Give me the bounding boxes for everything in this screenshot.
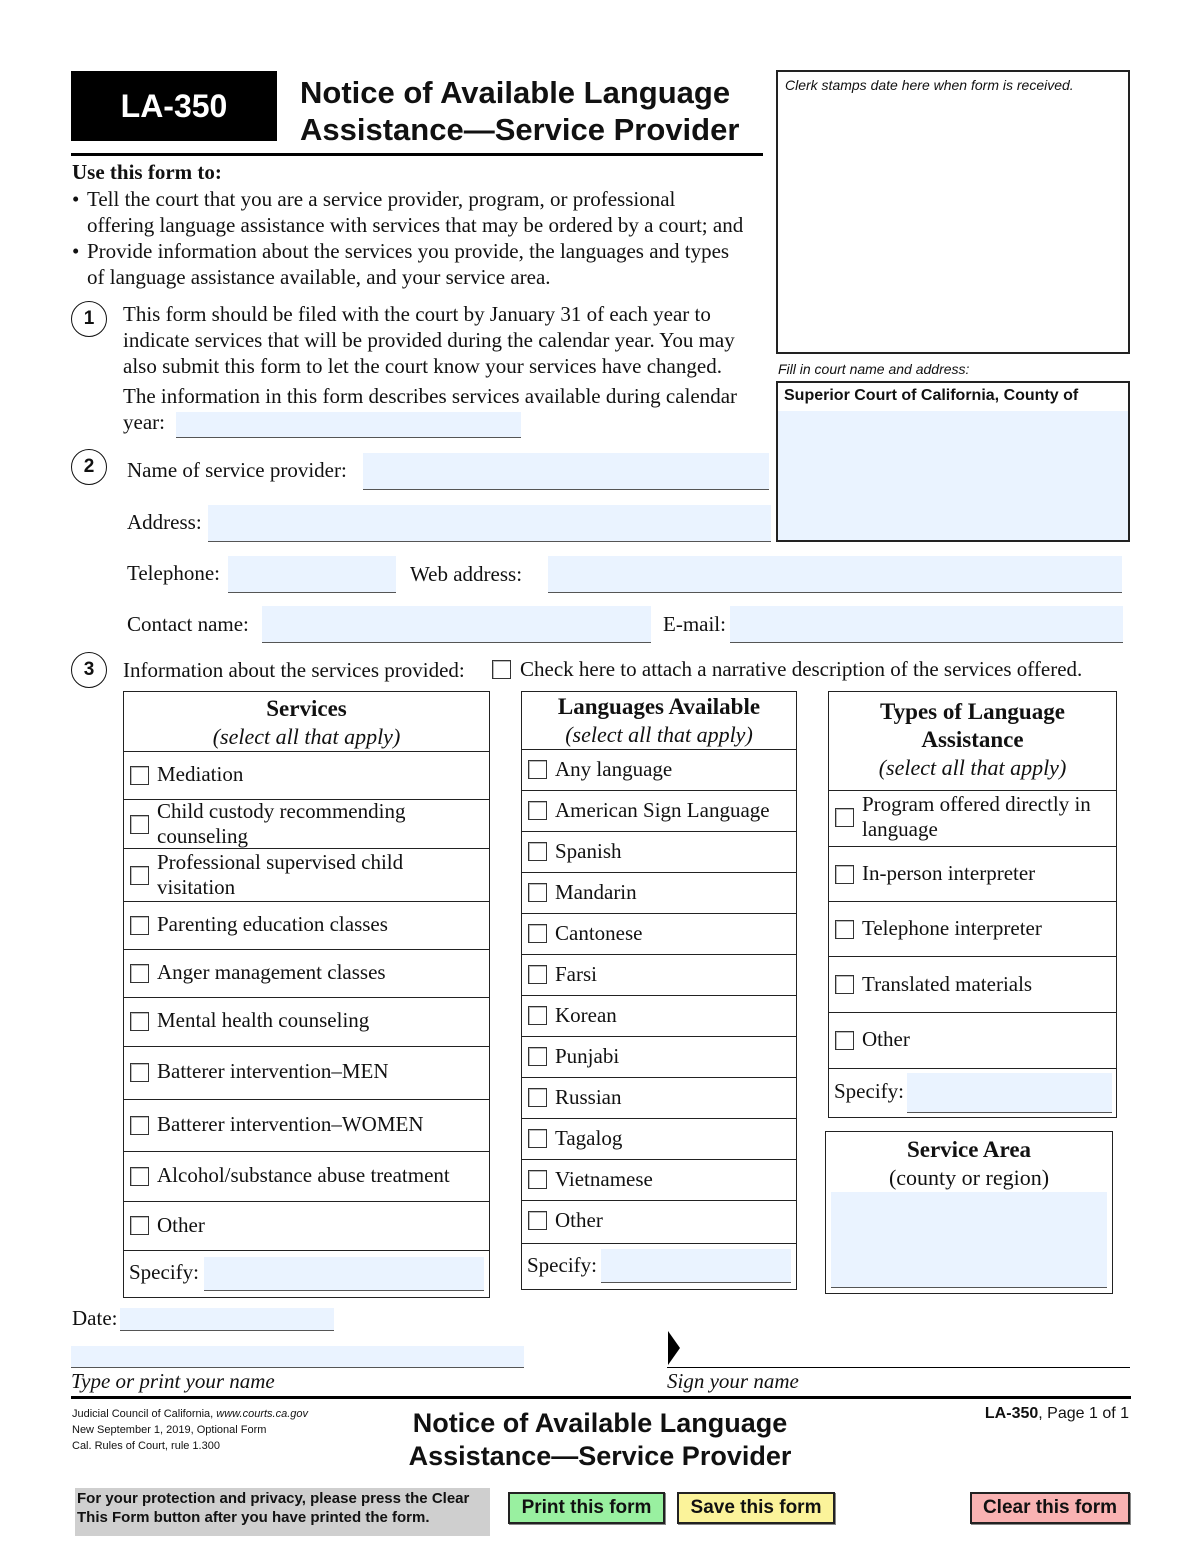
assistance-label	[862, 792, 1110, 842]
clear-form-button[interactable]: Clear this form	[970, 1492, 1130, 1524]
assistance-types-column	[828, 691, 1117, 1118]
telephone-label: Telephone:	[127, 561, 220, 585]
language-label: Tagalog	[555, 1126, 623, 1150]
service-label: Other	[157, 1213, 205, 1237]
email-field[interactable]	[730, 606, 1123, 643]
service-checkbox[interactable]	[130, 1216, 149, 1235]
service-area-field[interactable]	[831, 1192, 1107, 1288]
service-label-line2: visitation	[157, 875, 236, 899]
use-bullet-2-line2: of language assistance available, and your service area.	[87, 265, 551, 289]
item-2-number: 2	[71, 449, 107, 485]
service-label-line2: counseling	[157, 824, 248, 848]
assistance-checkbox[interactable]	[835, 920, 854, 939]
language-label: Russian	[555, 1085, 622, 1109]
assistance-checkbox[interactable]	[835, 1031, 854, 1050]
language-checkbox[interactable]	[528, 1006, 547, 1025]
use-bullet-2	[72, 238, 772, 289]
footer-url: www.courts.ca.gov	[216, 1408, 308, 1420]
address-label: Address:	[127, 510, 202, 534]
languages-column	[521, 691, 797, 1290]
footer-page	[985, 1405, 1129, 1423]
footer-rule	[71, 1396, 1131, 1399]
assistance-checkbox[interactable]	[835, 808, 854, 827]
service-row	[124, 751, 489, 799]
language-row	[522, 1159, 796, 1200]
language-row	[522, 913, 796, 954]
assistance-checkbox[interactable]	[835, 975, 854, 994]
language-label: Cantonese	[555, 921, 643, 945]
language-checkbox[interactable]	[528, 1088, 547, 1107]
services-specify-row	[124, 1250, 489, 1297]
web-address-field[interactable]	[548, 556, 1122, 593]
assistance-label: Other	[862, 1027, 910, 1051]
service-row	[124, 799, 489, 848]
service-label: Anger management classes	[157, 960, 386, 984]
language-label: Mandarin	[555, 880, 637, 904]
language-row	[522, 749, 796, 790]
assistance-label-line1: Program offered directly in	[862, 792, 1091, 816]
service-label: Alcohol/substance abuse treatment	[157, 1163, 450, 1187]
language-checkbox[interactable]	[528, 1170, 547, 1189]
privacy-note	[75, 1488, 490, 1536]
signature-arrow-icon	[668, 1331, 680, 1365]
calendar-line1: The information in this form describes services available during calendar	[123, 384, 738, 408]
services-subheading: (select all that apply)	[212, 724, 401, 749]
service-row	[124, 997, 489, 1046]
service-checkbox[interactable]	[130, 1012, 149, 1031]
footer-new-date: New September 1, 2019, Optional Form	[72, 1424, 267, 1436]
service-row	[124, 1046, 489, 1099]
form-title	[300, 74, 770, 148]
language-checkbox[interactable]	[528, 801, 547, 820]
form-title-line2: Assistance—Service Provider	[300, 112, 740, 147]
sign-name-label: Sign your name	[667, 1369, 799, 1393]
service-label	[157, 799, 483, 849]
privacy-note-line2: This Form button after you have printed the form.	[77, 1509, 430, 1526]
assistance-checkbox[interactable]	[835, 865, 854, 884]
service-label: Batterer intervention–WOMEN	[157, 1112, 424, 1136]
date-label: Date:	[72, 1306, 118, 1330]
languages-specify-label: Specify:	[527, 1253, 597, 1277]
service-area-heading: Service Area	[906, 1137, 1032, 1162]
assistance-row	[829, 846, 1116, 901]
service-row	[124, 848, 489, 901]
assistance-subheading: (select all that apply)	[878, 755, 1067, 780]
court-name-prefix: Superior Court of California, County of	[784, 387, 1079, 404]
assistance-specify-field[interactable]	[907, 1073, 1112, 1113]
calendar-year-field[interactable]	[176, 412, 521, 438]
service-label: Parenting education classes	[157, 912, 388, 936]
service-row	[124, 901, 489, 949]
assistance-specify-row	[829, 1068, 1116, 1117]
languages-heading: Languages Available	[557, 694, 761, 719]
item-1-line1: This form should be filed with the court by January 31 of each year to	[123, 302, 711, 326]
contact-name-field[interactable]	[262, 606, 651, 643]
item-1-number: 1	[71, 301, 107, 337]
footer-meta	[72, 1406, 308, 1454]
language-label: American Sign Language	[555, 798, 770, 822]
language-label: Spanish	[555, 839, 622, 863]
bullet-glyph: •	[72, 187, 80, 211]
form-id-box: LA-350	[71, 71, 277, 141]
service-label: Mediation	[157, 762, 244, 786]
footer-council-line	[72, 1406, 308, 1422]
assistance-row	[829, 901, 1116, 956]
service-row	[124, 1099, 489, 1151]
assistance-row	[829, 790, 1116, 846]
footer-rule-citation: Cal. Rules of Court, rule 1.300	[72, 1440, 220, 1452]
language-row	[522, 995, 796, 1036]
assistance-label: Translated materials	[862, 972, 1033, 996]
service-label-line1: Professional supervised child	[157, 850, 404, 874]
language-checkbox[interactable]	[528, 1129, 547, 1148]
type-name-label: Type or print your name	[71, 1369, 275, 1393]
court-name-field[interactable]	[778, 411, 1128, 540]
language-label: Other	[555, 1208, 603, 1232]
assistance-label: Telephone interpreter	[862, 916, 1042, 940]
contact-name-label: Contact name:	[127, 612, 249, 636]
assistance-row	[829, 1012, 1116, 1068]
language-checkbox[interactable]	[528, 842, 547, 861]
service-checkbox[interactable]	[130, 916, 149, 935]
language-checkbox[interactable]	[528, 1047, 547, 1066]
footer-form-id: LA-350	[984, 1405, 1039, 1422]
languages-specify-field[interactable]	[601, 1249, 791, 1283]
telephone-field[interactable]	[228, 556, 396, 593]
assistance-label-line2: language	[862, 817, 938, 841]
service-area-box	[825, 1131, 1113, 1294]
language-label: Vietnamese	[555, 1167, 653, 1191]
footer-title	[380, 1407, 820, 1473]
service-row	[124, 949, 489, 997]
language-row	[522, 790, 796, 831]
provider-name-field[interactable]	[363, 453, 769, 490]
print-name-field[interactable]	[71, 1346, 524, 1368]
header-rule	[71, 153, 763, 156]
service-area-subheading: (county or region)	[888, 1165, 1050, 1190]
language-label: Korean	[555, 1003, 617, 1027]
date-field[interactable]	[120, 1308, 334, 1331]
bullet-glyph: •	[72, 239, 80, 263]
service-checkbox[interactable]	[130, 815, 149, 834]
assistance-label: In-person interpreter	[862, 861, 1036, 885]
court-name-box	[776, 381, 1130, 542]
services-specify-label: Specify:	[129, 1260, 199, 1284]
use-bullet-2-line1: Provide information about the services you provide, the languages and types	[87, 239, 730, 263]
language-checkbox[interactable]	[528, 883, 547, 902]
provider-name-label: Name of service provider:	[127, 458, 347, 482]
assistance-specify-label: Specify:	[834, 1079, 904, 1103]
service-row	[124, 1151, 489, 1201]
save-form-button[interactable]: Save this form	[677, 1492, 835, 1524]
language-row	[522, 1077, 796, 1118]
services-heading: Services	[266, 696, 347, 721]
language-checkbox[interactable]	[528, 924, 547, 943]
footer-page-number: , Page 1 of 1	[1038, 1405, 1129, 1422]
language-row	[522, 1200, 796, 1241]
languages-specify-row	[522, 1243, 796, 1289]
language-row	[522, 1118, 796, 1159]
narrative-label: Check here to attach a narrative description of the services offered.	[520, 657, 1083, 681]
item-1-line3: also submit this form to let the court know your services have changed.	[123, 354, 722, 378]
language-checkbox[interactable]	[528, 965, 547, 984]
use-form-heading: Use this form to:	[72, 160, 222, 184]
web-address-label: Web address:	[410, 562, 523, 586]
footer-title-line1: Notice of Available Language	[412, 1408, 788, 1438]
language-row	[522, 831, 796, 872]
use-bullet-1	[72, 186, 772, 237]
calendar-line2: year:	[123, 410, 165, 434]
footer-council: Judicial Council of California,	[72, 1408, 214, 1420]
print-form-button[interactable]: Print this form	[508, 1492, 665, 1524]
use-bullet-1-line1: Tell the court that you are a service provider, program, or professional	[87, 187, 676, 211]
services-specify-field[interactable]	[204, 1257, 484, 1291]
assistance-row	[829, 956, 1116, 1012]
service-checkbox[interactable]	[130, 1116, 149, 1135]
service-checkbox[interactable]	[130, 1167, 149, 1186]
language-checkbox[interactable]	[528, 760, 547, 779]
assistance-heading-line1: Types of Language	[880, 699, 1065, 724]
footer-title-line2: Assistance—Service Provider	[408, 1441, 792, 1471]
language-label: Any language	[555, 757, 673, 781]
service-label: Batterer intervention–MEN	[157, 1059, 389, 1083]
service-label: Mental health counseling	[157, 1008, 370, 1032]
item-3-number: 3	[71, 652, 107, 688]
clerk-stamp-label: Clerk stamps date here when form is received.	[785, 77, 1074, 93]
clerk-stamp-box	[776, 70, 1130, 354]
services-column	[123, 691, 490, 1298]
service-label-line1: Child custody recommending	[157, 799, 406, 823]
service-label	[157, 850, 483, 900]
address-field[interactable]	[208, 505, 771, 542]
language-row	[522, 954, 796, 995]
language-label: Punjabi	[555, 1044, 620, 1068]
item-1-line2: indicate services that will be provided during the calendar year. You may	[123, 328, 735, 352]
narrative-checkbox[interactable]	[492, 660, 511, 679]
item-1-paragraph	[123, 301, 768, 379]
service-row	[124, 1201, 489, 1250]
services-intro: Information about the services provided:	[123, 658, 465, 682]
service-checkbox[interactable]	[130, 964, 149, 983]
service-checkbox[interactable]	[130, 766, 149, 785]
languages-subheading: (select all that apply)	[565, 722, 753, 747]
use-bullet-1-line2: offering language assistance with services that may be ordered by a court; and	[87, 213, 744, 237]
privacy-note-line1: For your protection and privacy, please press the Clear	[77, 1490, 470, 1507]
service-checkbox[interactable]	[130, 1063, 149, 1082]
form-title-line1: Notice of Available Language	[300, 75, 731, 110]
service-checkbox[interactable]	[130, 866, 149, 885]
language-row	[522, 872, 796, 913]
assistance-heading-line2: Assistance	[921, 727, 1024, 752]
language-row	[522, 1036, 796, 1077]
language-label: Farsi	[555, 962, 597, 986]
court-fill-label: Fill in court name and address:	[778, 361, 970, 377]
language-checkbox[interactable]	[528, 1211, 547, 1230]
email-label: E-mail:	[663, 612, 726, 636]
